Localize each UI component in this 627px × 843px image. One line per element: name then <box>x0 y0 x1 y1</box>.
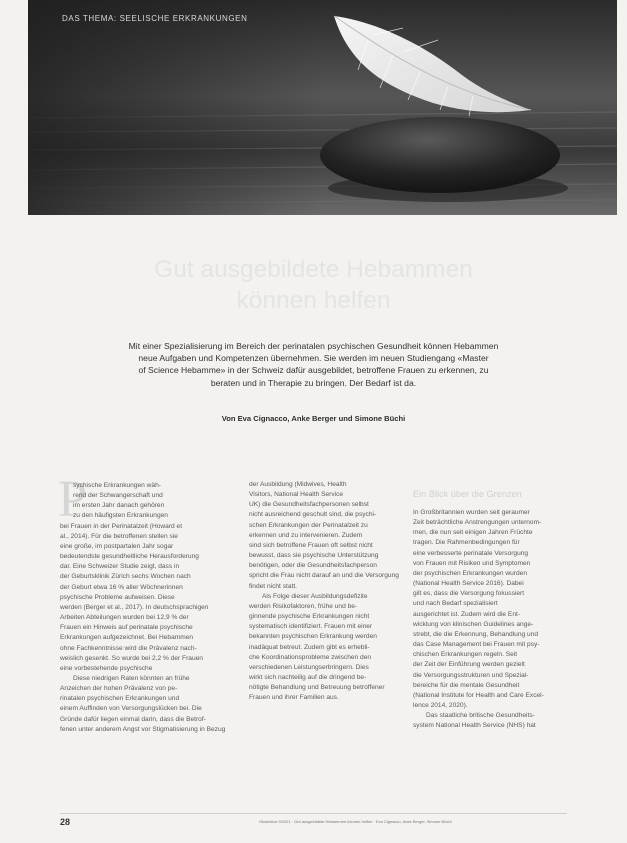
body-column-1 <box>60 481 236 735</box>
body-text-line: fenen unter anderem Angst vor Stigmatisierung in Bezug <box>60 725 226 733</box>
body-text-line: ausgerichtet ist. Zudem wird die Ent- <box>413 610 521 618</box>
body-text-line: Diese niedrigen Raten könnten an frühe <box>73 674 190 682</box>
body-text-line: strebt, die die Erkennung, Behandlung und <box>413 630 539 638</box>
body-text-line: eine große, im postpartalen Jahr sogar <box>60 542 174 550</box>
body-text-line: rend der Schwangerschaft und <box>73 492 163 500</box>
lead-line: of Science Hebamme» in der Schweiz dafür ausgebildet, betroffene Frauen zu erkennen, zu <box>138 365 489 376</box>
body-text-line: bei Frauen in der Perinatalzeit (Howard et <box>60 522 183 530</box>
body-text-line: Arbeiten Abteilungen wurden bei 12,9 % der <box>60 614 189 622</box>
body-text-line: wicklung von klinischen Guidelines ange- <box>413 620 534 628</box>
body-text-line: findet nicht statt. <box>249 582 298 590</box>
body-text-line: von Frauen mit Risiken und Symptomen <box>413 559 531 567</box>
body-text-line: im ersten Jahr danach gehören <box>73 502 165 510</box>
body-text-line: und nach Bedarf spezialisiert <box>413 600 498 608</box>
body-text-line: Anzeichen der hohen Prävalenz von pe- <box>60 685 178 693</box>
body-text-line: die Versorgungsstrukturen und Spezial- <box>413 671 529 679</box>
body-text-line: eine vorbestehende psychische <box>60 664 153 672</box>
body-column-3 <box>413 508 570 731</box>
body-text-line: system National Health Service (NHS) hat <box>413 722 536 730</box>
body-text-line: bedeutendste gesundheitliche Herausforderung <box>60 553 199 561</box>
hero-image <box>28 0 617 215</box>
body-text-line: Als Folge dieser Ausbildungsdefizite <box>262 592 368 600</box>
body-text-line: Zeit beträchtliche Anstrengungen unternom- <box>413 519 542 527</box>
body-text-line: werden Risikofaktoren, frühe und be- <box>249 602 358 610</box>
footer-rule <box>60 813 567 814</box>
body-text-line: erkennen und zu intervenieren. Zudem <box>249 531 363 539</box>
body-text-line: eine verbesserte perinatale Versorgung <box>413 549 529 557</box>
footer-source-line: Obstetrica 9/2021 · Gut ausgebildete Hebammen können helfen · Eva Cignacco, Anke Berger, Simone Büchi <box>259 819 452 824</box>
body-text-line: der Zeit der Einführung werden gezielt <box>413 661 525 669</box>
body-text-line: In Großbritannien wurden seit geraumer <box>413 509 530 516</box>
body-text-line: Gründe dafür liegen einmal darin, dass die Betrof- <box>60 715 206 723</box>
body-text-line: spricht die Frau nicht darauf an und die Versorgung <box>249 572 399 580</box>
author-byline: Von Eva Cignacco, Anke Berger und Simone Büchi <box>221 414 406 423</box>
drop-cap: P <box>58 471 87 528</box>
body-text-line: rinatalen psychischen Erkrankungen und <box>60 695 180 703</box>
body-text-line: gilt es, dass die Versorgung fokussiert <box>413 590 525 598</box>
article-lead <box>102 340 525 389</box>
body-text-line: der Ausbildung (Midwives, Health <box>249 481 347 488</box>
body-text-line: al., 2014). Für die betroffenen stellen sie <box>60 532 178 540</box>
body-text-line: (National Health Service 2016). Dabei <box>413 580 524 588</box>
body-text-line: wirkt sich nachteilig auf die dringend be- <box>249 673 367 681</box>
body-text-line: psychische Probleme aufweisen. Diese <box>60 593 175 601</box>
body-text-line: tragen. Die Rahmenbedingungen für <box>413 539 520 547</box>
title-line: können helfen <box>236 287 391 314</box>
body-text-line: bewusst, dass sie psychische Unterstützung <box>249 552 379 560</box>
body-text-line: dar. Eine Schweizer Studie zeigt, dass in <box>60 563 180 571</box>
body-text-line: Frauen und ihrer Familien aus. <box>249 694 339 702</box>
lead-line: Mit einer Spezialisierung im Bereich der perinatalen psychischen Gesundheit können Hebammen <box>128 341 499 351</box>
body-text-line: sychische Erkrankungen wäh- <box>73 482 161 489</box>
body-text-line: der Geburtsklinik Zürich sechs Wochen nach <box>60 573 191 581</box>
section-kicker: DAS THEMA: SEELISCHE ERKRANKUNGEN <box>62 14 248 23</box>
page-number: 28 <box>60 817 71 827</box>
body-text-line: bereiche für die mentale Gesundheit <box>413 681 520 689</box>
body-text-line: werden (Berger et al., 2017). In deutschsprachigen <box>60 603 209 611</box>
body-text-line: chischen Erkrankungen regeln. Seit <box>413 651 518 659</box>
body-text-line: Visitors, National Health Service <box>249 491 344 499</box>
body-text-line: ohne Fachkenntnisse wird die Prävalenz nach- <box>60 644 197 652</box>
body-text-line: UK) die Gesundheitsfachpersonen selbst <box>249 501 369 509</box>
body-text-line: nötigte Behandlung und Betreuung betroffener <box>249 684 385 692</box>
body-text-line: systematisch identifiziert. Frauen mit einer <box>249 623 373 631</box>
article-title <box>60 254 567 316</box>
lead-line: beraten und in Therapie zu bringen. Der Bedarf ist da. <box>210 377 417 388</box>
body-text-line: lence 2014, 2020). <box>413 701 468 709</box>
body-text-line: zu den häufigsten Erkrankungen <box>73 512 168 520</box>
body-text-line: ginnende psychische Erkrankungen nicht <box>249 613 370 621</box>
body-text-line: weislich gesenkt. So wurde bei 2,2 % der Frauen <box>60 654 203 662</box>
feather-on-stone-photo <box>28 0 617 215</box>
body-text-line: (National Institute for Health and Care Excel- <box>413 691 544 699</box>
body-text-line: das Case Management bei Frauen mit psy- <box>413 641 540 649</box>
subheading: Ein Blick über die Grenzen <box>413 489 522 499</box>
body-text-line: Erkrankungen aufgezeichnet. Bei Hebammen <box>60 634 194 642</box>
title-line: Gut ausgebildete Hebammen <box>154 256 473 283</box>
body-text-line: men, die nun seit einigen Jahren Früchte <box>413 529 533 537</box>
body-text-line: einem Auffinden von Versorgungslücken bei. Die <box>60 705 202 713</box>
body-text-line: nicht ausreichend geschult sind, die psychi- <box>249 511 377 519</box>
body-text-line: benötigen, oder die Gesundheitsfachperson <box>249 562 377 570</box>
body-text-line: schen Erkrankungen der Perinatalzeit zu <box>249 521 368 529</box>
body-text-line: inadäquat betreut. Zudem gibt es erhebli- <box>249 643 370 651</box>
body-text-line: Frauen ein Hinweis auf perinatale psychische <box>60 624 193 632</box>
body-column-2 <box>249 480 410 703</box>
body-text-line: verschiedenen Leistungserbringern. Dies <box>249 663 369 671</box>
body-text-line: che Koordinationsprobleme zwischen den <box>249 653 372 661</box>
body-text-line: sind sich betroffene Frauen oft selbst nicht <box>249 541 373 549</box>
body-text-line: der Geburt etwa 16 % aller Wöchnerinnen <box>60 583 183 591</box>
body-text-line: Das staatliche britische Gesundheits- <box>426 712 535 720</box>
body-text-line: bekannten psychischen Erkrankung werden <box>249 633 377 641</box>
lead-line: neue Aufgaben und Kompetenzen übernehmen. Sie werden im neuen Studiengang «Master <box>138 353 489 364</box>
body-text-line: der psychischen Erkrankungen wurden <box>413 569 527 577</box>
